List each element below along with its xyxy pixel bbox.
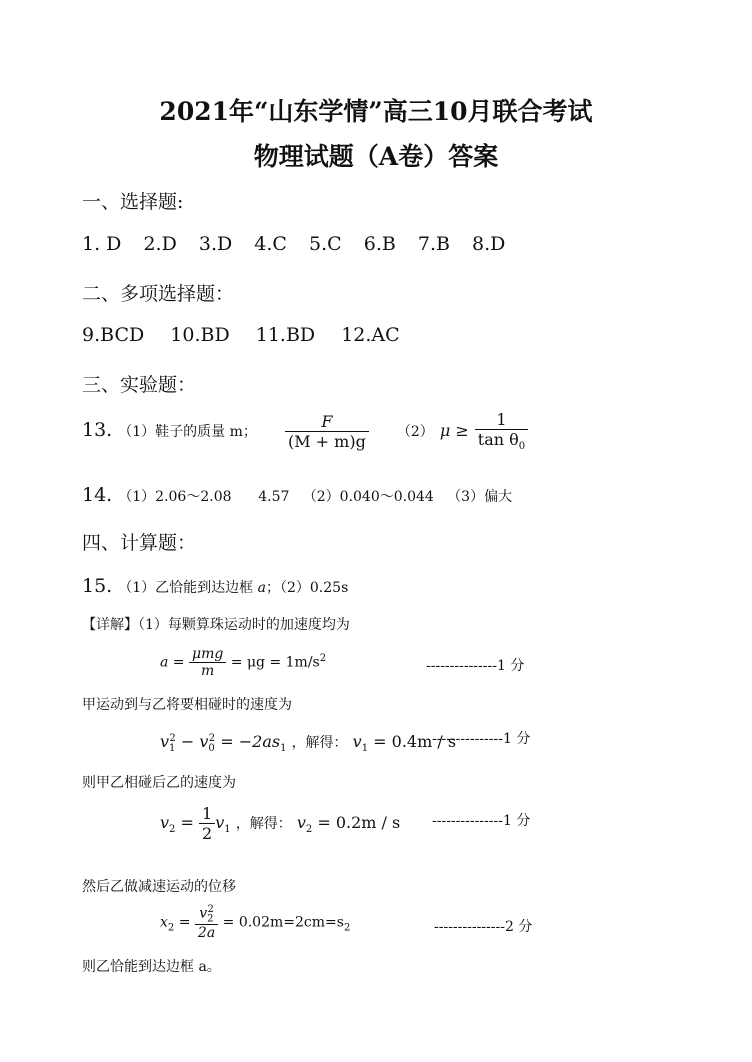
q15-number: 15. xyxy=(82,575,113,597)
multi-answers xyxy=(82,324,400,346)
answer-item: 5.C xyxy=(309,233,342,255)
eq4-fraction: $\frac{v_2^2}{2a}$ xyxy=(195,904,218,941)
q15-text-a: （1）乙恰能到达边框 xyxy=(118,580,258,596)
page-subtitle: 物理试题（A卷）答案 xyxy=(253,142,499,171)
answer-item: 6.B xyxy=(363,233,396,255)
equation-2: $v_1^2 - v_0^2 = -2as_1$ ，解得： $v_1 = 0.4m / s$ xyxy=(160,732,457,755)
answer-item: 12.AC xyxy=(341,324,400,346)
score-2: ---------------1 分 xyxy=(432,731,531,747)
eq3-denominator: 2 xyxy=(202,824,213,843)
eq3-solve-label: ，解得： xyxy=(235,816,292,832)
answer-item: 8.D xyxy=(472,233,506,255)
eq3-numerator: 1 xyxy=(199,804,215,824)
section-heading-choice: 一、选择题: xyxy=(82,191,184,213)
q13-fraction xyxy=(285,412,369,451)
answer-item: 3.D xyxy=(198,233,233,255)
answer-item: 2.D xyxy=(143,233,177,255)
q13-row xyxy=(82,410,528,452)
page-title: 2021年“山东学情”高三10月联合考试 xyxy=(159,97,593,126)
detail-text-3: 则甲乙相碰后乙的速度为 xyxy=(82,775,236,791)
choice-answers xyxy=(82,233,505,255)
q13-fraction-2 xyxy=(475,410,528,452)
answer-item: 1. D xyxy=(82,233,122,255)
answer-item: 10.BD xyxy=(170,324,230,346)
answer-item: 9.BCD xyxy=(82,324,145,346)
q15-text-b: ；（2）0.25s xyxy=(265,580,349,596)
q13-part2: （2） xyxy=(396,424,434,441)
section-heading-experiment: 三、实验题： xyxy=(82,374,197,396)
q15-text-a-var: a xyxy=(257,580,266,596)
eq3-fraction xyxy=(199,804,215,843)
eq3-eq: = xyxy=(180,813,194,832)
score-4: ---------------2 分 xyxy=(434,919,533,935)
eq2-v0: − v xyxy=(180,732,209,751)
q13-number: 13. xyxy=(82,419,113,442)
equation-4: $x_2$ = $\frac{v_2^2}{2a}$ = $0.02m=2cm=s_2$ xyxy=(160,904,351,942)
eq4-denominator: 2a xyxy=(197,925,216,942)
eq2-result: = 0.4m / s xyxy=(373,732,457,751)
q13-frac2-denominator: tan θ xyxy=(477,430,519,449)
eq1-rhs: = μg = 1m/s xyxy=(230,654,320,671)
eq4-lhs: x xyxy=(160,914,168,931)
score-1: ---------------1 分 xyxy=(426,658,525,674)
equation-1 xyxy=(160,646,326,679)
answer-item: 4.C xyxy=(254,233,287,255)
q13-mu: μ ≥ xyxy=(439,421,469,441)
detail-text-4: 然后乙做减速运动的位移 xyxy=(82,879,236,895)
eq2-solve-label: ，解得： xyxy=(291,735,348,751)
eq2-tail: = −2as xyxy=(220,732,281,751)
q14-text: （1）2.06～2.08 4.57 （2）0.040～0.044 （3）偏大 xyxy=(118,489,513,505)
q13-part1: （1）鞋子的质量 m； xyxy=(118,424,257,441)
detail-label: 【详解】（1）每颗算珠运动时的加速度均为 xyxy=(82,617,350,633)
eq4-rhs: = 0.02m=2cm=s xyxy=(222,914,344,931)
eq1-numerator: μmg xyxy=(189,646,226,663)
eq1-sup: 2 xyxy=(319,652,327,664)
q15-row xyxy=(82,575,348,597)
q13-frac2-numerator: 1 xyxy=(475,410,528,430)
q13-frac-denominator: (M + m)g xyxy=(287,431,366,451)
equation-3: $v_2$ = $\frac{1}{2}$ $v_1$ ，解得： $v_2 = 0.2m / s$ xyxy=(160,804,401,843)
detail-text-2: 甲运动到与乙将要相碰时的速度为 xyxy=(82,697,292,713)
q14-row xyxy=(82,484,512,506)
q13-frac-numerator: F xyxy=(285,412,369,432)
q14-number: 14. xyxy=(82,484,113,506)
eq1-lhs: a = xyxy=(160,654,185,671)
detail-text-5: 则乙恰能到达边框 a。 xyxy=(82,959,221,975)
eq3-result: = 0.2m / s xyxy=(317,813,401,832)
eq2-v1: v xyxy=(160,732,170,751)
q13-frac2-sub: 0 xyxy=(518,441,526,453)
answer-item: 11.BD xyxy=(255,324,316,346)
eq3-lhs: v xyxy=(160,813,170,832)
section-heading-calc: 四、计算题： xyxy=(82,532,197,554)
score-3: ---------------1 分 xyxy=(432,813,531,829)
eq3-v: v xyxy=(215,813,225,832)
eq2-result-var: v xyxy=(352,732,362,751)
eq1-fraction xyxy=(189,646,226,679)
eq3-result-var: v xyxy=(296,813,306,832)
section-heading-multi: 二、多项选择题： xyxy=(82,283,235,305)
answer-item: 7.B xyxy=(417,233,450,255)
eq1-denominator: m xyxy=(201,663,215,679)
eq4-numerator: v xyxy=(199,905,208,922)
